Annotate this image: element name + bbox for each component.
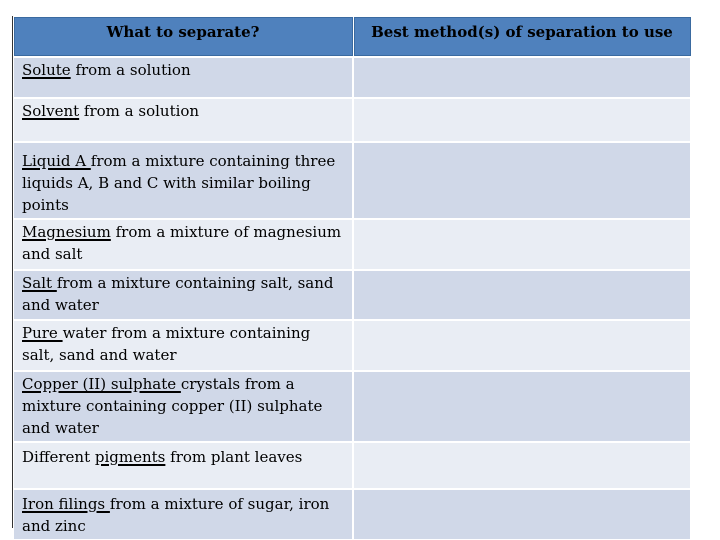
item-cell bbox=[13, 98, 353, 142]
table-row bbox=[13, 219, 691, 270]
item-cell bbox=[13, 142, 353, 219]
header-what-to-separate: What to separate? bbox=[13, 17, 353, 58]
item-key-term: Liquid A bbox=[22, 152, 91, 170]
item-text: from a mixture of sugar, iron and zinc bbox=[22, 495, 330, 535]
item-text: from a mixture of magnesium and salt bbox=[22, 223, 342, 263]
header-row bbox=[13, 17, 691, 58]
item-key-term: Solute bbox=[22, 61, 71, 79]
table-row bbox=[13, 442, 691, 489]
item-cell bbox=[13, 371, 353, 442]
item-key-term: Pure bbox=[22, 324, 63, 342]
item-key-term: Solvent bbox=[22, 102, 80, 120]
table-row bbox=[13, 57, 691, 98]
item-cell bbox=[13, 270, 353, 320]
item-cell bbox=[13, 489, 353, 539]
table-row bbox=[13, 98, 691, 142]
separation-table bbox=[12, 16, 690, 539]
item-cell bbox=[13, 57, 353, 98]
method-cell[interactable] bbox=[353, 442, 691, 489]
method-cell[interactable] bbox=[353, 320, 691, 371]
item-text: water from a mixture containing salt, sand and water bbox=[22, 324, 311, 364]
method-cell[interactable] bbox=[353, 489, 691, 539]
header-best-method: Best method(s) of separation to use bbox=[353, 17, 691, 58]
method-cell[interactable] bbox=[353, 371, 691, 442]
item-text: from plant leaves bbox=[165, 448, 303, 466]
item-key-term: Salt bbox=[22, 274, 57, 292]
item-cell bbox=[13, 442, 353, 489]
item-text: crystals from a mixture containing copper (II) sulphate and water bbox=[22, 375, 323, 437]
item-cell bbox=[13, 219, 353, 270]
table-row bbox=[13, 142, 691, 219]
method-cell[interactable] bbox=[353, 219, 691, 270]
method-cell[interactable] bbox=[353, 142, 691, 219]
item-key-term: pigments bbox=[94, 448, 166, 466]
table-left-border bbox=[12, 16, 13, 528]
item-key-term: Magnesium bbox=[22, 223, 111, 241]
item-text: from a mixture containing salt, sand and water bbox=[22, 274, 334, 314]
item-key-term: Iron filings bbox=[22, 495, 110, 513]
item-key-term: Copper (II) sulphate bbox=[22, 375, 181, 393]
table-row bbox=[13, 320, 691, 371]
item-prefix: Different bbox=[22, 448, 95, 466]
item-text: from a solution bbox=[79, 102, 200, 120]
item-cell bbox=[13, 320, 353, 371]
table-row bbox=[13, 270, 691, 320]
table-row bbox=[13, 489, 691, 539]
method-cell[interactable] bbox=[353, 98, 691, 142]
method-cell[interactable] bbox=[353, 270, 691, 320]
item-text: from a solution bbox=[70, 61, 191, 79]
item-text: from a mixture containing three liquids A, B and C with similar boiling points bbox=[22, 152, 336, 214]
table-row bbox=[13, 371, 691, 442]
method-cell[interactable] bbox=[353, 57, 691, 98]
